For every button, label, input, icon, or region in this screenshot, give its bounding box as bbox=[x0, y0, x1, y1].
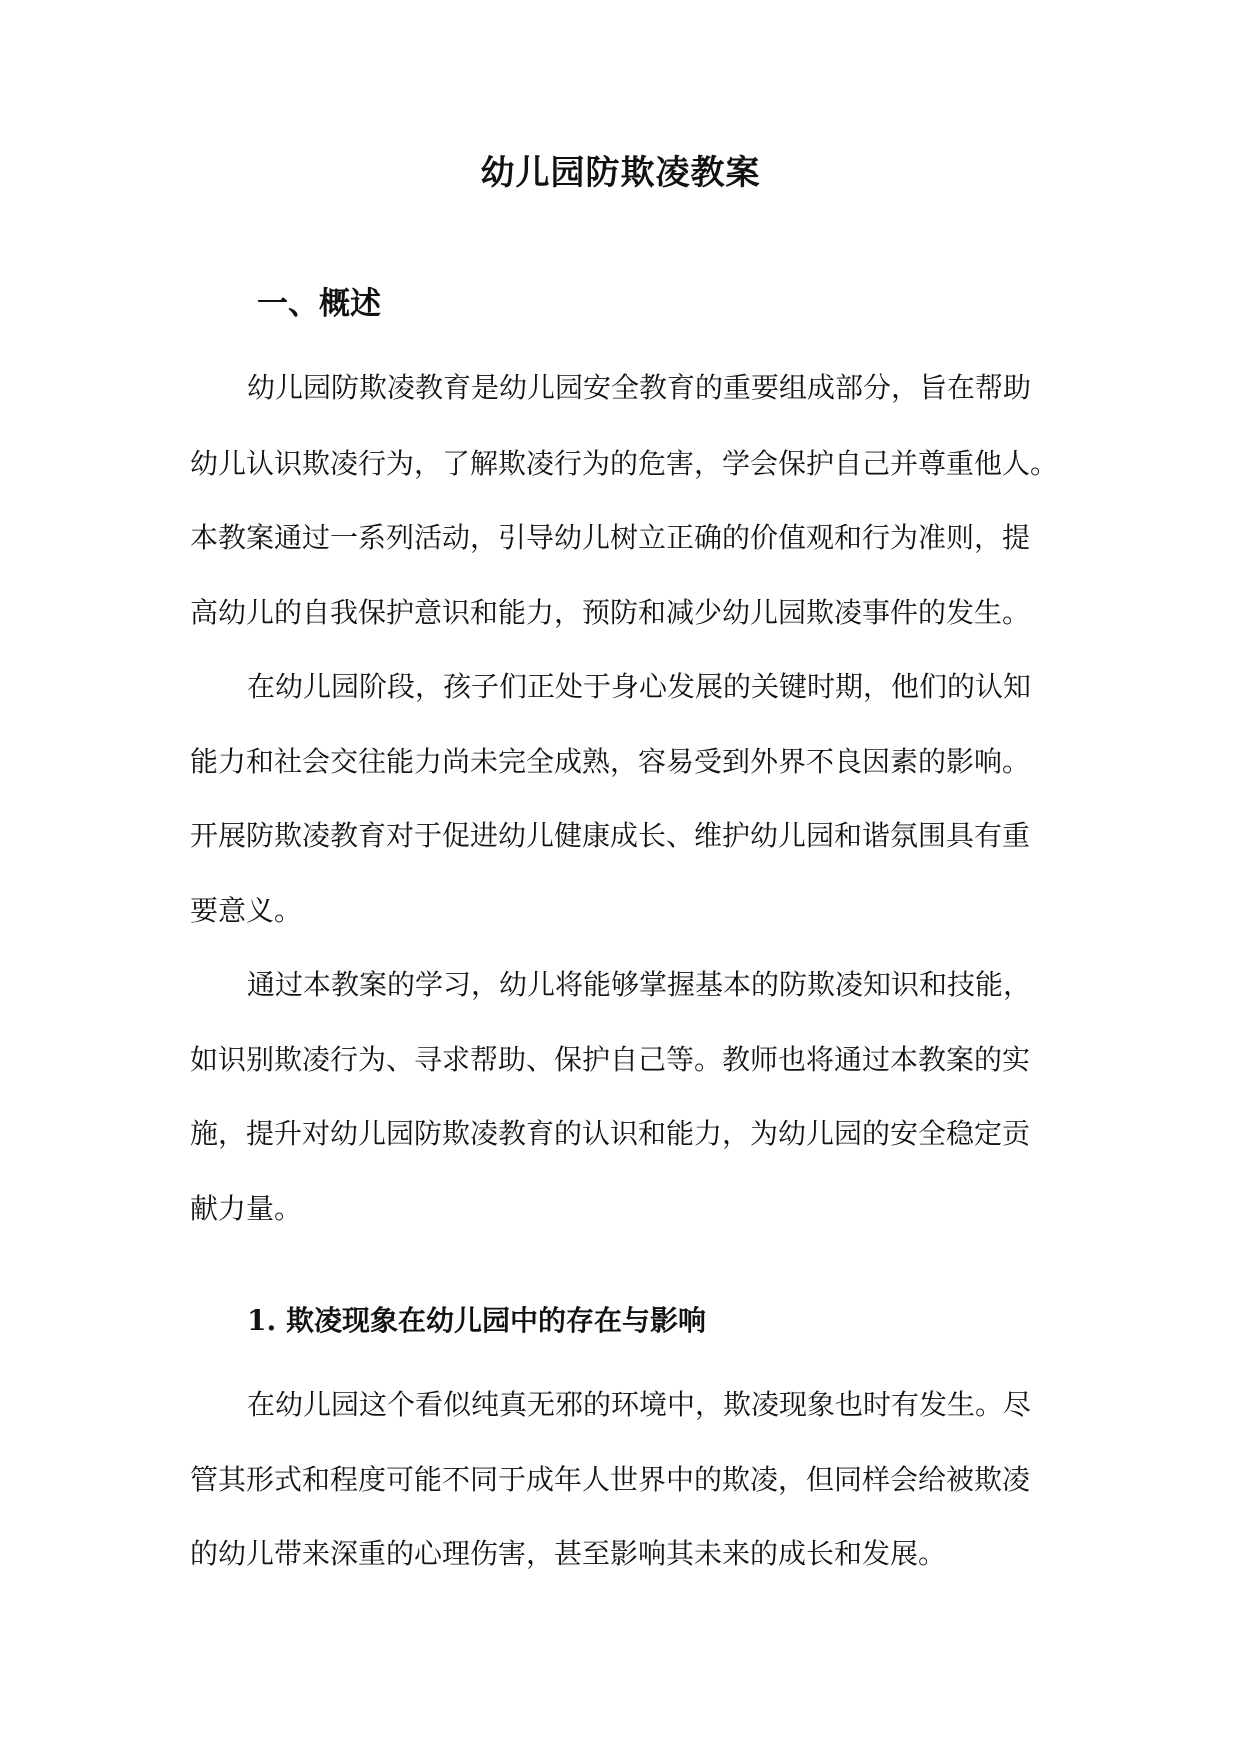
section-heading-overview: 一、概述 bbox=[257, 286, 381, 322]
paragraph-line: 如识别欺凌行为、寻求帮助、保护自己等。教师也将通过本教案的实 bbox=[190, 1043, 1031, 1076]
paragraph-line: 管其形式和程度可能不同于成年人世界中的欺凌，但同样会给被欺凌 bbox=[190, 1463, 1031, 1496]
document-title: 幼儿园防欺凌教案 bbox=[480, 153, 761, 193]
paragraph-line: 献力量。 bbox=[190, 1192, 303, 1225]
paragraph-line: 通过本教案的学习，幼儿将能够掌握基本的防欺凌知识和技能， bbox=[247, 968, 1032, 1001]
paragraph-line: 幼儿园防欺凌教育是幼儿园安全教育的重要组成部分，旨在帮助 bbox=[247, 371, 1032, 404]
paragraph-line: 施，提升对幼儿园防欺凌教育的认识和能力，为幼儿园的安全稳定贡 bbox=[190, 1117, 1031, 1150]
subsection-heading-bullying-in-kindergarten: 1. 欺凌现象在幼儿园中的存在与影响 bbox=[247, 1304, 706, 1337]
paragraph-line: 能力和社会交往能力尚未完全成熟，容易受到外界不良因素的影响。 bbox=[190, 745, 1031, 778]
paragraph-line: 高幼儿的自我保护意识和能力，预防和减少幼儿园欺凌事件的发生。 bbox=[190, 596, 1031, 629]
paragraph-line: 开展防欺凌教育对于促进幼儿健康成长、维护幼儿园和谐氛围具有重 bbox=[190, 819, 1031, 852]
paragraph-line: 的幼儿带来深重的心理伤害，甚至影响其未来的成长和发展。 bbox=[190, 1537, 947, 1570]
paragraph-line: 要意义。 bbox=[190, 894, 303, 927]
paragraph-line: 本教案通过一系列活动，引导幼儿树立正确的价值观和行为准则，提 bbox=[190, 521, 1031, 554]
paragraph-line: 在幼儿园阶段，孩子们正处于身心发展的关键时期，他们的认知 bbox=[247, 670, 1032, 703]
paragraph-line: 幼儿认识欺凌行为，了解欺凌行为的危害，学会保护自己并尊重他人。 bbox=[190, 447, 1059, 480]
paragraph-line: 在幼儿园这个看似纯真无邪的环境中，欺凌现象也时有发生。尽 bbox=[247, 1388, 1032, 1421]
